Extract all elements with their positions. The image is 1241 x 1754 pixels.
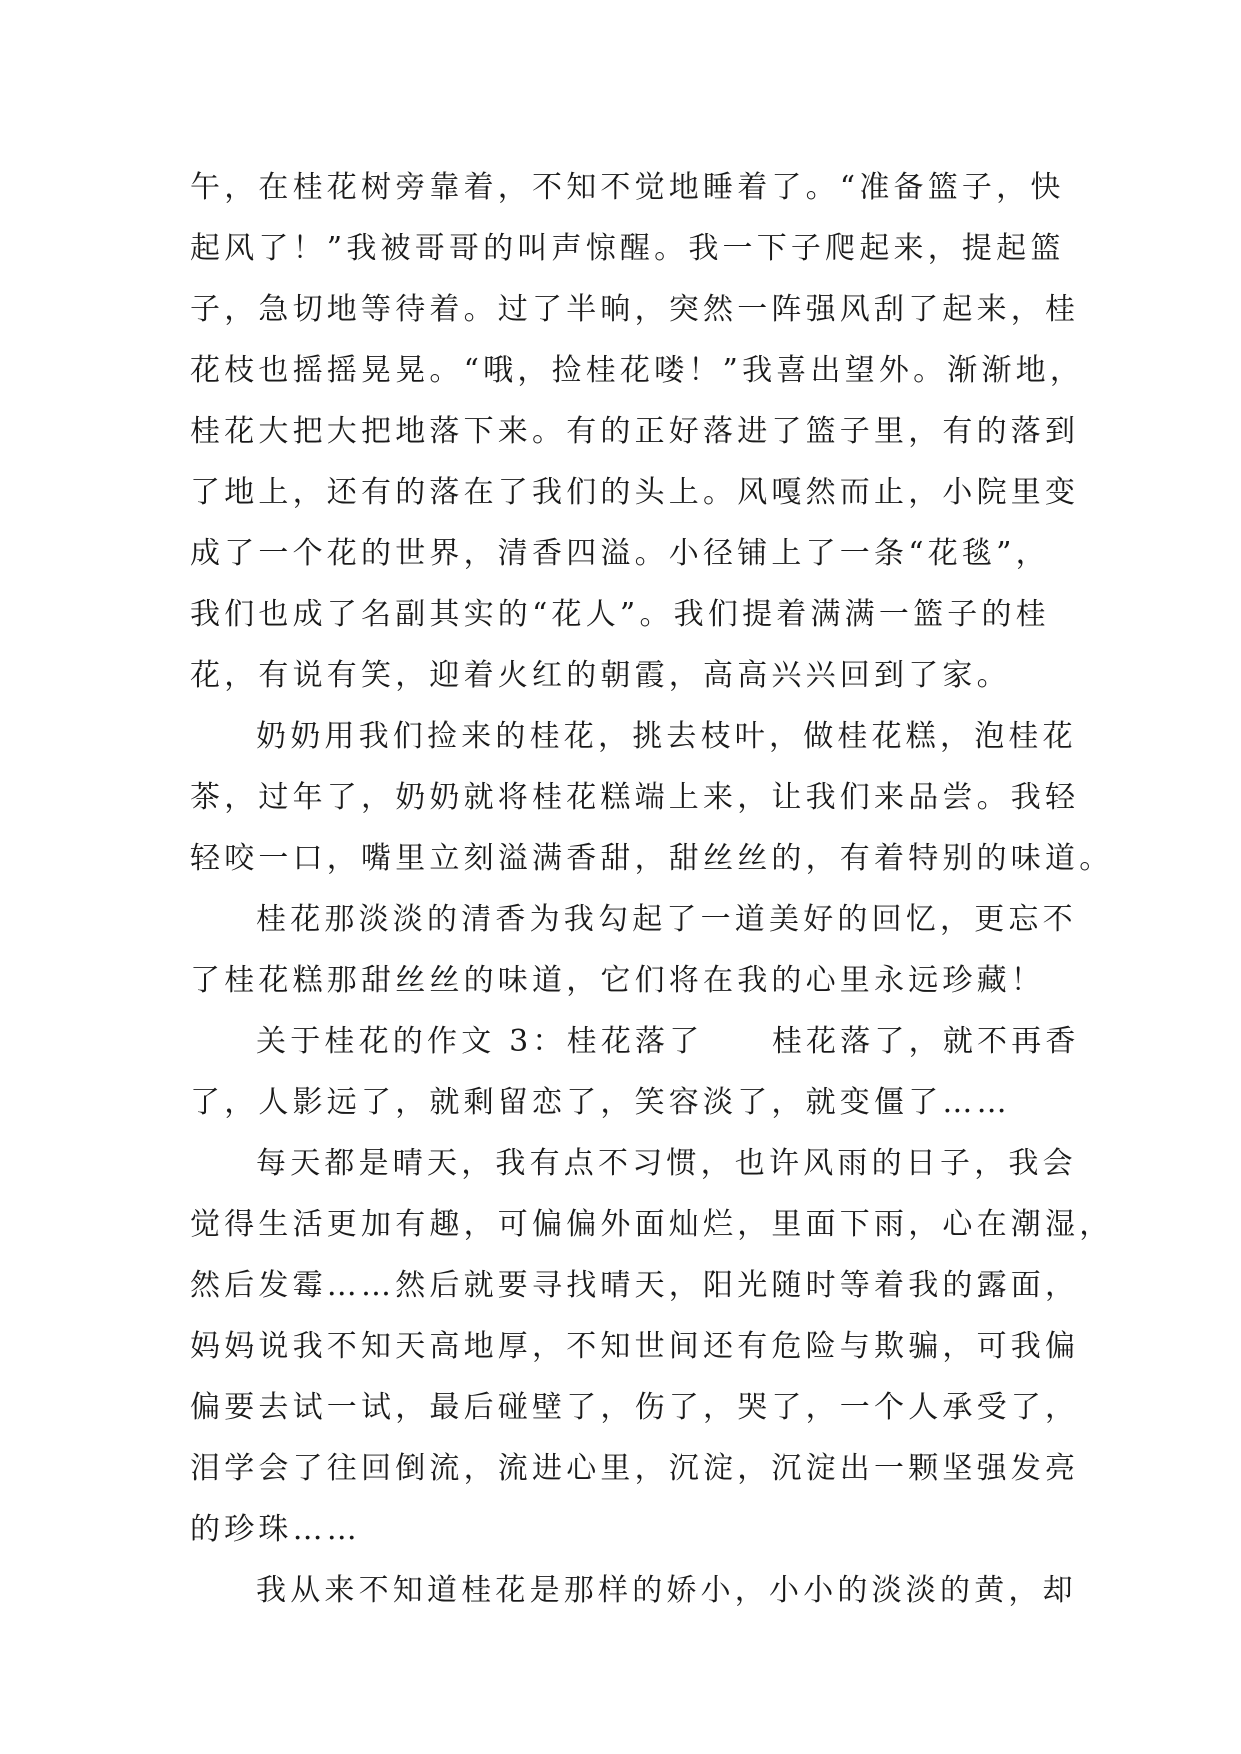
text-line: 了桂花糕那甜丝丝的味道，它们将在我的心里永远珍藏！ — [190, 963, 1045, 998]
text-line: 然后发霉……然后就要寻找晴天，阳光随时等着我的露面， — [190, 1268, 1080, 1303]
text-line: 起风了！”我被哥哥的叫声惊醒。我一下子爬起来，提起篮 — [190, 231, 1065, 266]
text-line: 茶，过年了，奶奶就将桂花糕端上来，让我们来品尝。我轻 — [190, 780, 1080, 815]
text-line: 子，急切地等待着。过了半晌，突然一阵强风刮了起来，桂 — [190, 292, 1080, 327]
text-line: 我们也成了名副其实的“花人”。我们提着满满一篮子的桂 — [190, 597, 1050, 632]
text-line: 花，有说有笑，迎着火红的朝霞，高高兴兴回到了家。 — [190, 658, 1011, 693]
text-line: 偏要去试一试，最后碰壁了，伤了，哭了，一个人承受了， — [190, 1390, 1080, 1425]
text-line: 成了一个花的世界，清香四溢。小径铺上了一条“花毯”， — [190, 536, 1050, 571]
text-line: 的珍珠…… — [190, 1512, 361, 1547]
paragraph-start-line: 每天都是晴天，我有点不习惯，也许风雨的日子，我会 — [256, 1146, 1077, 1181]
section-heading-line: 关于桂花的作文 3：桂花落了 桂花落了，就不再香 — [256, 1024, 1080, 1059]
text-line: 觉得生活更加有趣，可偏偏外面灿烂，里面下雨，心在潮湿， — [190, 1207, 1114, 1242]
text-line: 了地上，还有的落在了我们的头上。风嘎然而止，小院里变 — [190, 475, 1080, 510]
text-line: 泪学会了往回倒流，流进心里，沉淀，沉淀出一颗坚强发亮 — [190, 1451, 1080, 1486]
paragraph-start-line: 我从来不知道桂花是那样的娇小，小小的淡淡的黄，却 — [256, 1573, 1077, 1608]
text-line: 桂花大把大把地落下来。有的正好落进了篮子里，有的落到 — [190, 414, 1080, 449]
paragraph-start-line: 奶奶用我们捡来的桂花，挑去枝叶，做桂花糕，泡桂花 — [256, 719, 1077, 754]
text-line: 午，在桂花树旁靠着，不知不觉地睡着了。“准备篮子，快 — [190, 170, 1065, 205]
paragraph-start-line: 桂花那淡淡的清香为我勾起了一道美好的回忆，更忘不 — [256, 902, 1077, 937]
text-line: 轻咬一口，嘴里立刻溢满香甜，甜丝丝的，有着特别的味道。 — [190, 841, 1114, 876]
text-line: 花枝也摇摇晃晃。“哦，捡桂花喽！”我喜出望外。渐渐地， — [190, 353, 1085, 388]
essay-text — [190, 157, 1114, 1621]
text-line: 妈妈说我不知天高地厚，不知世间还有危险与欺骗，可我偏 — [190, 1329, 1080, 1364]
text-line: 了，人影远了，就剩留恋了，笑容淡了，就变僵了…… — [190, 1085, 1011, 1120]
